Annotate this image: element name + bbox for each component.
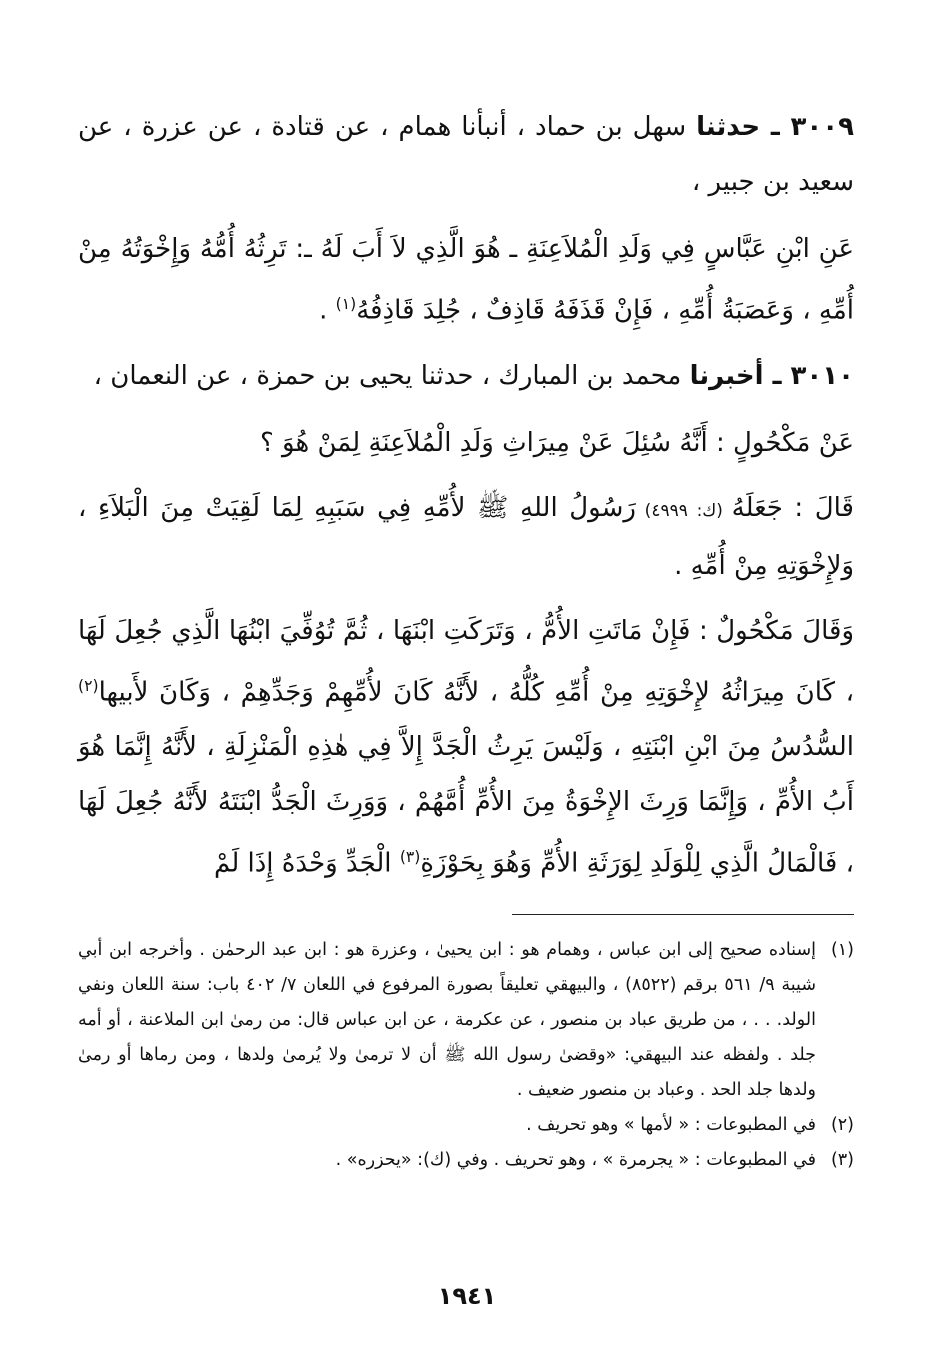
hadith-3010-matn-3 xyxy=(78,604,854,892)
footnote-mark: (١) xyxy=(335,295,357,313)
footnote-1 xyxy=(78,933,854,1108)
footnote-number: (٢) xyxy=(830,1114,854,1135)
isnad-text: سهل بن حماد ، أنبأنا همام ، عن قتادة ، عن عزرة ، عن سعيد بن جبير ، xyxy=(78,112,854,197)
matn-text: عَنْ مَكْحُولٍ : أَنَّهُ سُئِلَ عَنْ مِيرَاثِ وَلَدِ الْمُلاَعِنَةِ لِمَنْ هُوَ ؟ xyxy=(259,427,854,458)
hadith-3009-matn xyxy=(78,222,854,339)
matn-text: عَنِ ابْنِ عَبَّاسٍ فِي وَلَدِ الْمُلاَعِنَةِ ـ هُوَ الَّذِي لاَ أَبَ لَهُ ـ: تَرِثُهُ أُمُّهُ وَإِخْوَتُهُ مِنْ أُمِّهِ ، وَعَصَبَةُ أُمِّهِ ، فَإِنْ قَذَفَهُ قَاذِفٌ ، جُلِدَ قَاذِفُهُ xyxy=(78,234,854,326)
matn-end: . xyxy=(319,295,336,326)
matn-text: السُّدُسُ مِنَ ابْنِ ابْنَتِهِ ، وَلَيْسَ يَرِثُ الْجَدَّ إِلاَّ فِي هٰذِهِ الْمَنْزِلَةِ ، لأَنَّهُ إِنَّمَا هُوَ أَبُ الأُمِّ ، وَإِنَّمَا وَرِثَ الإِخْوَةُ مِنَ الأُمِّ أُمَّهُمْ ، وَوَرِثَ الْجَدُّ ابْنَتَهُ لأَنَّهُ جُعِلَ لَهَا ، فَالْمَالُ الَّذِي لِلْوَلَدِ لِوَرَثَةِ الأُمِّ وَهُوَ بِحَوْزَةِ xyxy=(78,732,854,879)
matn-text: وَقَالَ مَكْحُولٌ : فَإِنْ مَاتَتِ الأُمُّ ، وَتَرَكَتِ ابْنَهَا ، ثُمَّ تُوُفِّيَ ابْنُهَا الَّذِي جُعِلَ لَهَا ، كَانَ مِيرَاثُهُ لإِخْوَتِهِ مِنْ أُمِّهِ كُلُّهُ ، لأَنَّهُ كَانَ لأُمِّهِمْ وَجَدِّهِمْ ، وَكَانَ لأَبيها xyxy=(78,615,854,708)
isnad-text: محمد بن المبارك ، حدثنا يحيى بن حمزة ، عن النعمان ، xyxy=(93,360,682,391)
matn-text: الْجَدِّ وَحْدَهُ إِذَا لَمْ xyxy=(214,848,400,879)
hadith-3010-matn-2 xyxy=(78,481,854,594)
footnote-3 xyxy=(78,1143,854,1178)
manuscript-ref: (ك: ٤٩٩٩) xyxy=(635,500,732,521)
page-body xyxy=(78,100,854,1178)
matn-text: رَسُولُ اللهِ ﷺ لأُمِّهِ فِي سَبَبِهِ لِمَا لَقِيَتْ مِنَ الْبَلاَءِ ، وَلإِخْوَتِهِ مِنْ أُمِّهِ . xyxy=(78,492,854,581)
footnote-number: (٣) xyxy=(830,1149,854,1170)
hadith-3009-isnad xyxy=(78,100,854,210)
footnote-text: إسناده صحيح إلى ابن عباس ، وهمام هو : ابن يحيىٰ ، وعزرة هو : ابن عبد الرحمٰن . وأخرجه ابن أبي شيبة ٩/ ٥٦١ برقم (٨٥٢٢) ، والبيهقي تعليقاً بصورة المرفوع في اللعان ٧/ ٤٠٢ باب: سنة اللعان ونفي الولد. . . ، من طريق عباد بن منصور ، عن عكرمة ، عن ابن عباس قال: من رمىٰ ابن الملاعنة ، أو أمه جلد . ولفظه عند البيهقي: «وقضىٰ رسول الله ﷺ أن لا ترمىٰ ولا يُرمىٰ ولدها ، ومن رماها أو رمىٰ ولدها جلد الحد . وعباد بن منصور ضعيف . xyxy=(78,939,816,1100)
footnote-divider xyxy=(512,914,854,915)
footnotes xyxy=(78,933,854,1178)
main-text xyxy=(78,100,854,892)
footnote-text: في المطبوعات : « يجرمرة » ، وهو تحريف . وفي (ك): «يحزره» . xyxy=(335,1149,816,1170)
footnote-mark: (٢) xyxy=(78,676,99,695)
hadith-3010-matn-1 xyxy=(78,416,854,471)
footnote-mark: (٣) xyxy=(399,848,421,867)
footnote-2 xyxy=(78,1108,854,1143)
footnote-number: (١) xyxy=(830,939,854,960)
hadith-number: ٣٠٠٩ ـ حدثنا xyxy=(696,112,854,142)
hadith-3010-isnad xyxy=(78,349,854,404)
matn-text: قَالَ : جَعَلَهُ xyxy=(731,492,854,523)
hadith-number: ٣٠١٠ ـ أخبرنا xyxy=(689,360,854,391)
page-number: ١٩٤١ xyxy=(437,1282,497,1310)
footnote-text: في المطبوعات : « لأمها » وهو تحريف . xyxy=(526,1114,816,1135)
